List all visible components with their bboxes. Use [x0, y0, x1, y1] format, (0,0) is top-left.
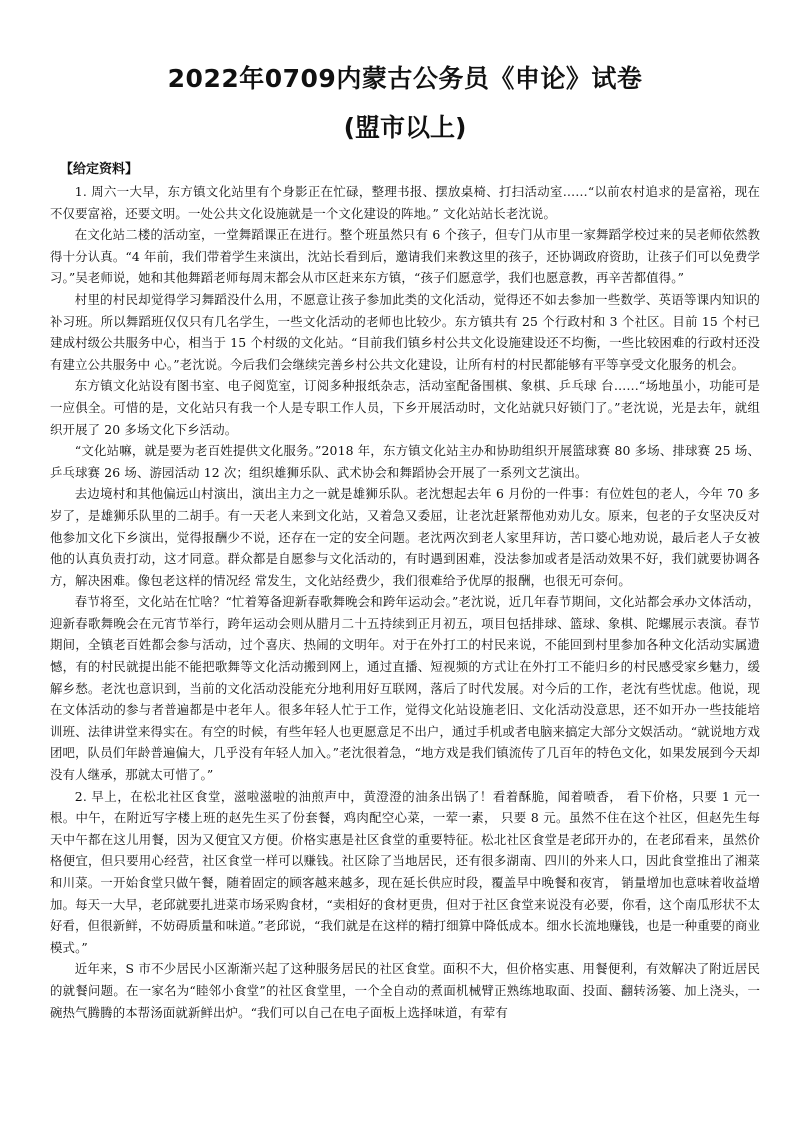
- paragraph: 近年来，S 市不少居民小区渐渐兴起了这种服务居民的社区食堂。面积不大，但价格实惠、用餐便利，有效解决了附近居民的就餐问题。在一家名为“睦邻小食堂”的社区食堂里，一个全自动的煮面机械臂正熟练地取面、投面、翻转汤篓、加上浇头，一碗热气腾腾的本帮汤面就新鲜出炉。“我们可以自己在电子面板上选择味道，有荤有: [50, 961, 760, 1020]
- section-label: 【给定资料】: [60, 162, 139, 177]
- paragraph: 村里的村民却觉得学习舞蹈没什么用，不愿意让孩子参加此类的文化活动，觉得还不如去参加一些数学、英语等课内知识的补习班。所以舞蹈班仅仅只有几名学生，一些文化活动的老师也比较少。东方镇共有 25 个行政村和 3 个社区。目前 15 个村已建成村级公共服务中心，相当于 15 个村级的文化站。“目前我们镇乡村公共文化设施建设还不均衡，一些比较困难的行政村还没有建立公共服务中 心。”老沈说。今后我们会继续完善乡村公共文化建设，让所有村的村民都能够有平等享受文化服务的机会。: [50, 291, 760, 372]
- paragraph: 在文化站二楼的活动室，一堂舞蹈课正在进行。整个班虽然只有 6 个孩子，但专门从市里一家舞蹈学校过来的吴老师依然教得十分认真。“4 年前，我们带着学生来演出，沈站长看到后，邀请我们来教这里的孩子，还协调政府资助，让孩子们可以免费学习。”吴老师说，她和其他舞蹈老师每周末都会从市区赶来东方镇，“孩子们愿意学，我们也愿意教，再辛苦都值得。”: [50, 227, 760, 286]
- paragraph: 2. 早上，在松北社区食堂，滋啦滋啦的油煎声中，黄澄澄的油条出锅了！看着酥脆，闻着喷香， 看下价格，只要 1 元一根。中午，在附近写字楼上班的赵先生买了份套餐，鸡肉配空心菜，一荤一素， 只要 8 元。虽然不住在这个社区，但赵先生每天中午都在这儿用餐，因为又便宜又方便。价格实惠是社区食堂的重要特征。松北社区食堂是老邱开办的，在老邱看来，虽然价格便宜，但只要用心经营，社区食堂一样可以赚钱。社区除了当地居民，还有很多湖南、四川的外来人口，因此食堂推出了湘菜和川菜。一开始食堂只做午餐，随着固定的顾客越来越多，现在延长供应时段，覆盖早中晚餐和夜宵， 销量增加也意味着收益增加。每天一大早，老邱就要扎进菜市场采购食材，“卖相好的食材更贵，但对于社区食堂来说没有必要，你看，这个南瓜形状不太好看，但很新鲜，不妨碍质量和味道。”老邱说，“我们就是在这样的精打细算中降低成本。细水长流地赚钱，也是一种重要的商业模式。”: [50, 788, 760, 955]
- paragraph: 1. 周六一大早，东方镇文化站里有个身影正在忙碌，整理书报、摆放桌椅、打扫活动室……“以前农村追求的是富裕，现在不仅要富裕，还要文明。一处公共文化设施就是一个文化建设的阵地。” 文化站站长老沈说。: [50, 184, 760, 221]
- paragraph: “文化站嘛，就是要为老百姓提供文化服务。”2018 年，东方镇文化站主办和协助组织开展篮球赛 80 多场、排球赛 25 场、乒乓球赛 26 场、游园活动 12 次；组织雄狮乐队、武术协会和舞蹈协会开展了一系列文艺演出。: [50, 443, 760, 480]
- paragraph: 去边境村和其他偏远山村演出，演出主力之一就是雄狮乐队。老沈想起去年 6 月份的一件事：有位姓包的老人，今年 70 多岁了，是雄狮乐队里的二胡手。有一天老人来到文化站，又着急又委屈，让老沈赶紧帮他劝劝儿女。原来，包老的子女坚决反对他参加文化下乡演出，觉得报酬少不说，还存在一定的安全问题。老沈两次到老人家里拜访，苦口婆心地劝说，最后老人子女被他的认真负责打动，这才同意。群众都是自愿参与文化活动的，有时遇到困难，没法参加或者是活动效果不好，我们就要协调各方，解决困难。像包老这样的情况经 常发生，文化站经费少，我们很难给予优厚的报酬，也很无可奈何。: [50, 486, 760, 588]
- paragraph: 春节将至，文化站在忙啥？“忙着筹备迎新春歌舞晚会和跨年运动会。”老沈说，近几年春节期间，文化站都会承办文体活动，迎新春歌舞晚会在元宵节举行，跨年运动会则从腊月二十五持续到正月初五，项目包括排球、篮球、象棋、陀螺展示表演。春节期间，全镇老百姓都会参与活动，过个喜庆、热闹的文明年。对于在外打工的村民来说，不能回到村里参加各种文化活动实属遗憾，有的村民就提出能不能把歌舞等文化活动搬到网上，通过直播、短视频的方式让在外打工不能归乡的村民感受家乡魅力，缓解乡愁。老沈也意识到，当前的文化活动没能充分地利用好互联网，落后了时代发展。对今后的工作，老沈有些忧虑。他说，现在文体活动的参与者普遍都是中老年人。很多年轻人忙于工作，觉得文化站设施老旧、文化活动没意思，还不如开办一些技能培训班、法律讲堂来得实在。有空的时候，有些年轻人也更愿意足不出户，通过手机或者电脑来搞定大部分文娱活动。“就说地方戏团吧，队员们年龄普遍偏大，几乎没有年轻人加入。”老沈很着急，“地方戏是我们镇流传了几百年的特色文化，如果发展到今天却没有人继承，那就太可惜了。”: [50, 594, 760, 783]
- page-subtitle: (盟市以上): [343, 113, 467, 142]
- document-body: [50, 181, 760, 1023]
- paragraph: 东方镇文化站设有图书室、电子阅览室，订阅多种报纸杂志，活动室配备围棋、象棋、乒乓球 台……“场地虽小，功能可是一应俱全。可惜的是，文化站只有我一个人是专职工作人员，下乡开展活动时，文化站就只好锁门了。”老沈说，光是去年，就组织开展了 20 多场文化下乡活动。: [50, 378, 760, 437]
- page-title: 2022年0709内蒙古公务员《申论》试卷: [167, 64, 643, 93]
